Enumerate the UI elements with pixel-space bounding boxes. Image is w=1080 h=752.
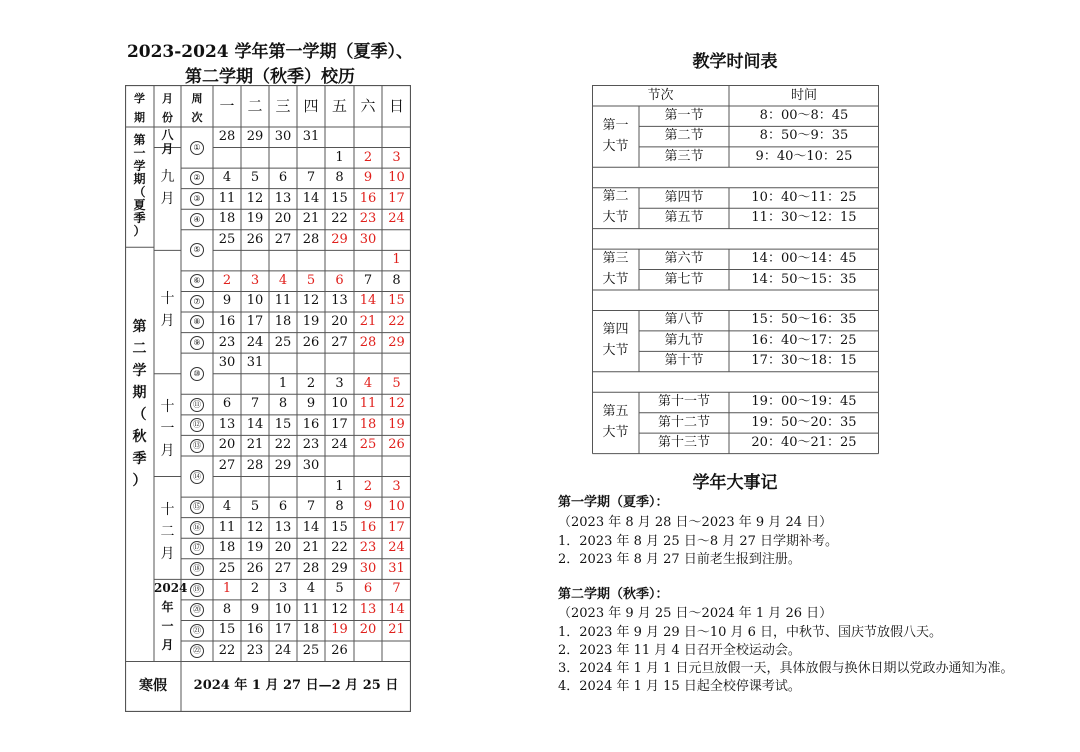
- week-number: ⑲: [190, 583, 204, 597]
- day-cell: 24: [388, 540, 405, 556]
- period-time: 8：50～9：35: [759, 128, 849, 144]
- day-cell: 10: [388, 499, 405, 515]
- day-cell: 20: [274, 211, 292, 227]
- day-cell: 31: [388, 560, 405, 576]
- day-cell: 22: [331, 540, 348, 556]
- block-name: 大节: [602, 343, 629, 359]
- term1-item: 1．2023 年 8 月 25 日～8 月 27 日学期补考。: [558, 534, 839, 549]
- period-name: 第九节: [664, 332, 704, 348]
- day-cell: 19: [302, 314, 320, 330]
- day-cell: 5: [392, 375, 401, 391]
- period-name: 第三节: [664, 148, 704, 164]
- month-label-oct: 月: [160, 313, 175, 330]
- week-number: ⑯: [190, 521, 204, 535]
- period-name: 第七节: [664, 271, 704, 287]
- term1-label: ）: [133, 224, 146, 238]
- week-number: ③: [190, 192, 204, 206]
- day-cell: 25: [274, 334, 292, 350]
- day-cell: 2: [306, 375, 316, 391]
- header-day: 四: [303, 97, 319, 115]
- day-cell: 6: [363, 581, 373, 597]
- day-cell: 29: [246, 129, 264, 144]
- week-number: ㉑: [190, 624, 204, 638]
- calendar-title-line1: 2023-2024 学年第一学期（夏季）、: [126, 42, 414, 62]
- day-cell: 7: [392, 581, 401, 597]
- day-cell: 4: [278, 272, 288, 288]
- day-cell: 2: [222, 272, 232, 288]
- header-term: 学: [134, 92, 145, 105]
- day-cell: 12: [246, 190, 264, 206]
- day-cell: 14: [359, 293, 377, 309]
- day-cell: 2: [363, 478, 373, 494]
- period-name: 第六节: [664, 251, 704, 267]
- day-cell: 1: [222, 581, 232, 597]
- teaching-schedule-table: [592, 85, 879, 459]
- day-cell: 7: [306, 499, 316, 515]
- week-number: ⑱: [190, 562, 204, 576]
- day-cell: 19: [388, 416, 405, 432]
- day-cell: 5: [335, 581, 344, 597]
- day-cell: 21: [246, 437, 264, 453]
- week-number: ⑩: [190, 367, 204, 381]
- day-cell: 6: [222, 396, 232, 412]
- day-cell: 16: [302, 416, 320, 432]
- month-label-dec: 月: [160, 546, 175, 563]
- day-cell: 4: [222, 170, 232, 186]
- day-cell: 16: [359, 519, 377, 535]
- day-cell: 11: [359, 396, 377, 412]
- day-cell: 7: [306, 170, 316, 186]
- day-cell: 25: [218, 560, 236, 576]
- term1-label: 一: [133, 146, 146, 160]
- day-cell: 5: [250, 499, 260, 515]
- day-cell: 10: [388, 170, 405, 186]
- day-cell: 13: [218, 416, 236, 432]
- term2-item: 1．2023 年 9 月 29 日～10 月 6 日，中秋节、国庆节放假八天。: [558, 625, 943, 640]
- month-label-jan: 年: [161, 600, 174, 615]
- day-cell: 10: [274, 601, 292, 617]
- day-cell: 29: [274, 457, 292, 473]
- month-label-nov: 一: [160, 421, 175, 438]
- day-cell: 3: [392, 478, 401, 494]
- day-cell: 22: [388, 314, 405, 330]
- period-time: 10：40～11：25: [751, 189, 857, 205]
- day-cell: 27: [331, 334, 348, 350]
- school-calendar-table: [125, 85, 411, 712]
- schedule-header-session: 节次: [647, 87, 674, 103]
- day-cell: 23: [359, 211, 377, 227]
- month-label-sep: 月: [160, 190, 175, 207]
- term2-label: 学: [132, 363, 147, 380]
- day-cell: 25: [218, 231, 236, 247]
- term1-label: 第: [133, 133, 146, 147]
- day-cell: 17: [246, 314, 264, 330]
- day-cell: 27: [274, 560, 292, 576]
- term1-label: 学: [133, 159, 146, 173]
- day-cell: 20: [331, 314, 348, 330]
- day-cell: 3: [278, 581, 288, 597]
- header-week: 次: [191, 111, 203, 124]
- day-cell: 3: [250, 272, 260, 288]
- day-cell: 11: [218, 519, 236, 535]
- week-number: ⑳: [190, 603, 204, 617]
- week-number: ⑬: [190, 439, 204, 453]
- day-cell: 10: [246, 293, 264, 309]
- period-name: 第十二节: [657, 414, 710, 430]
- period-time: 20：40～21：25: [751, 435, 857, 451]
- day-cell: 28: [218, 129, 236, 144]
- day-cell: 29: [388, 334, 405, 350]
- period-time: 9：40～10：25: [755, 148, 853, 164]
- day-cell: 1: [278, 375, 288, 391]
- day-cell: 14: [246, 416, 264, 432]
- period-name: 第四节: [664, 189, 704, 205]
- header-day: 二: [247, 97, 263, 115]
- day-cell: 19: [246, 211, 264, 227]
- day-cell: 17: [388, 190, 405, 206]
- day-cell: 8: [335, 499, 344, 515]
- day-cell: 31: [302, 129, 320, 144]
- header-month: 月: [162, 92, 173, 105]
- day-cell: 9: [363, 499, 373, 515]
- day-cell: 2: [250, 581, 260, 597]
- week-number: ⑨: [190, 336, 204, 350]
- term2-range: （2023 年 9 月 25 日～2024 年 1 月 26 日）: [558, 606, 833, 621]
- day-cell: 1: [335, 149, 344, 165]
- day-cell: 26: [246, 560, 264, 576]
- week-number: ⑦: [190, 295, 204, 309]
- day-cell: 15: [218, 622, 236, 638]
- week-number: ⑰: [190, 541, 204, 555]
- day-cell: 28: [246, 457, 264, 473]
- day-cell: 5: [250, 170, 260, 186]
- term2-item: 3．2024 年 1 月 1 日元旦放假一天，具体放假与换休日期以党政办通知为准。: [558, 661, 1014, 676]
- day-cell: 22: [331, 211, 348, 227]
- header-day: 六: [360, 97, 376, 115]
- day-cell: 23: [302, 437, 320, 453]
- week-number: ①: [190, 141, 204, 155]
- block-name: 大节: [602, 271, 629, 287]
- block-name: 第五: [602, 403, 629, 419]
- period-time: 17：30～18：15: [751, 353, 857, 369]
- day-cell: 13: [274, 519, 292, 535]
- term2-label: （: [132, 407, 147, 424]
- block-name: 第一: [602, 117, 629, 133]
- day-cell: 24: [274, 643, 292, 658]
- day-cell: 10: [331, 396, 348, 412]
- day-cell: 9: [250, 601, 260, 617]
- day-cell: 16: [218, 314, 236, 330]
- schedule-header-time: 时间: [790, 87, 817, 103]
- day-cell: 14: [302, 190, 320, 206]
- week-number: ⑮: [190, 500, 204, 514]
- day-cell: 30: [274, 129, 292, 144]
- month-label-jan: 一: [161, 619, 174, 634]
- day-cell: 17: [331, 416, 348, 432]
- day-cell: 4: [363, 375, 373, 391]
- day-cell: 9: [363, 170, 373, 186]
- day-cell: 6: [335, 272, 344, 288]
- week-number: ⑧: [190, 315, 204, 329]
- block-name: 大节: [602, 138, 629, 154]
- period-name: 第十三节: [657, 435, 710, 451]
- header-week: 周: [191, 92, 203, 105]
- schedule-title: 教学时间表: [692, 52, 778, 72]
- block-name: 第四: [602, 322, 629, 338]
- period-name: 第十一节: [657, 394, 710, 410]
- day-cell: 12: [331, 601, 348, 617]
- calendar-title-line2: 第二学期（秋季）校历: [185, 67, 355, 87]
- events-section: [558, 494, 1068, 704]
- month-label-nov: 十: [160, 399, 175, 416]
- day-cell: 8: [222, 601, 232, 617]
- day-cell: 16: [359, 190, 377, 206]
- term2-label: 季: [132, 451, 147, 468]
- day-cell: 13: [359, 601, 377, 617]
- day-cell: 14: [302, 519, 320, 535]
- day-cell: 15: [331, 190, 348, 206]
- day-cell: 25: [302, 643, 320, 658]
- term1-label: 期: [133, 172, 146, 186]
- calendar-title: [120, 40, 420, 90]
- day-cell: 1: [335, 478, 344, 494]
- day-cell: 28: [302, 560, 320, 576]
- day-cell: 15: [274, 416, 292, 432]
- day-cell: 15: [388, 293, 405, 309]
- day-cell: 21: [388, 622, 405, 638]
- header-term: 期: [134, 111, 145, 124]
- day-cell: 19: [331, 622, 348, 638]
- period-time: 16：40～17：25: [751, 332, 857, 348]
- week-number: ②: [190, 171, 204, 185]
- header-month: 份: [162, 111, 173, 124]
- events-title: 学年大事记: [692, 473, 778, 493]
- day-cell: 29: [331, 231, 348, 247]
- day-cell: 28: [302, 231, 320, 247]
- day-cell: 30: [302, 457, 320, 473]
- period-time: 19：50～20：35: [751, 414, 857, 430]
- day-cell: 29: [331, 560, 348, 576]
- day-cell: 26: [246, 231, 264, 247]
- day-cell: 5: [306, 272, 316, 288]
- term2-label: 二: [132, 341, 147, 358]
- day-cell: 28: [359, 334, 377, 350]
- block-name: 大节: [602, 424, 629, 440]
- day-cell: 24: [246, 334, 264, 350]
- day-cell: 26: [302, 334, 320, 350]
- day-cell: 6: [278, 170, 288, 186]
- day-cell: 6: [278, 499, 288, 515]
- day-cell: 18: [274, 314, 292, 330]
- term2-label: ）: [132, 473, 147, 490]
- day-cell: 12: [246, 519, 264, 535]
- day-cell: 4: [222, 499, 232, 515]
- week-number: ⑤: [190, 243, 204, 257]
- winter-break-dates: 2024 年 1 月 27 日—2 月 25 日: [193, 677, 399, 693]
- day-cell: 9: [222, 293, 232, 309]
- day-cell: 26: [388, 437, 405, 453]
- week-number: ㉒: [190, 644, 204, 658]
- week-number: ⑥: [190, 274, 204, 288]
- day-cell: 20: [274, 540, 292, 556]
- day-cell: 30: [218, 355, 236, 371]
- period-name: 第五节: [664, 210, 704, 226]
- day-cell: 25: [359, 437, 377, 453]
- term1-heading: 第一学期（夏季）：: [558, 495, 669, 510]
- period-time: 14：00～14：45: [751, 251, 857, 267]
- period-time: 14：50～15：35: [751, 271, 857, 287]
- day-cell: 7: [250, 396, 260, 412]
- day-cell: 11: [218, 190, 236, 206]
- day-cell: 20: [218, 437, 236, 453]
- day-cell: 12: [302, 293, 320, 309]
- day-cell: 22: [274, 437, 292, 453]
- day-cell: 18: [302, 622, 320, 638]
- day-cell: 3: [392, 149, 401, 165]
- day-cell: 17: [274, 622, 292, 638]
- term2-item: 4．2024 年 1 月 15 日起全校停课考试。: [558, 679, 801, 694]
- day-cell: 20: [359, 622, 377, 638]
- month-label-sep: 九: [160, 168, 175, 185]
- day-cell: 8: [335, 170, 344, 186]
- month-label-jan: 2024: [154, 581, 188, 596]
- header-day: 三: [275, 97, 291, 115]
- block-name: 第二: [602, 189, 629, 205]
- week-number: ⑫: [190, 418, 204, 432]
- header-day: 一: [219, 97, 235, 115]
- week-number: ⑪: [190, 398, 204, 412]
- day-cell: 8: [392, 272, 401, 288]
- day-cell: 11: [302, 601, 320, 617]
- day-cell: 4: [306, 581, 316, 597]
- term2-label: 第: [132, 319, 147, 336]
- day-cell: 13: [331, 293, 348, 309]
- day-cell: 15: [331, 519, 348, 535]
- day-cell: 17: [388, 519, 405, 535]
- day-cell: 27: [274, 231, 292, 247]
- term2-label: 秋: [132, 429, 147, 446]
- day-cell: 31: [246, 355, 264, 371]
- period-time: 15：50～16：35: [751, 312, 857, 328]
- day-cell: 2: [363, 149, 373, 165]
- week-number: ④: [190, 213, 204, 227]
- day-cell: 12: [388, 396, 405, 412]
- month-label-oct: 十: [160, 291, 175, 308]
- day-cell: 19: [246, 540, 264, 556]
- term1-range: （2023 年 8 月 28 日～2023 年 9 月 24 日）: [558, 515, 833, 530]
- period-time: 19：00～19：45: [751, 394, 857, 410]
- day-cell: 13: [274, 190, 292, 206]
- day-cell: 9: [306, 396, 316, 412]
- header-day: 五: [331, 97, 347, 115]
- day-cell: 22: [218, 643, 236, 658]
- winter-break-label: 寒假: [139, 677, 167, 694]
- day-cell: 21: [359, 314, 377, 330]
- day-cell: 11: [274, 293, 292, 309]
- month-label-aug: 月: [161, 142, 174, 156]
- month-label-dec: 十: [160, 502, 175, 519]
- day-cell: 23: [359, 540, 377, 556]
- day-cell: 27: [218, 457, 236, 473]
- day-cell: 18: [359, 416, 377, 432]
- block-name: 第三: [602, 250, 629, 266]
- term1-label: 季: [133, 211, 146, 225]
- day-cell: 7: [363, 272, 373, 288]
- term2-heading: 第二学期（秋季）：: [558, 587, 669, 602]
- day-cell: 3: [335, 375, 344, 391]
- period-name: 第一节: [664, 107, 704, 123]
- term2-label: 期: [132, 385, 147, 402]
- term2-item: 2．2023 年 11 月 4 日召开全校运动会。: [558, 643, 801, 658]
- period-time: 11：30～12：15: [751, 210, 857, 226]
- term1-label: 夏: [133, 198, 146, 212]
- day-cell: 23: [246, 643, 264, 658]
- day-cell: 24: [331, 437, 348, 453]
- month-label-dec: 二: [160, 524, 175, 541]
- block-name: 大节: [602, 210, 629, 226]
- day-cell: 21: [302, 540, 320, 556]
- day-cell: 14: [388, 601, 405, 617]
- day-cell: 1: [392, 252, 401, 268]
- day-cell: 18: [218, 540, 236, 556]
- day-cell: 30: [359, 560, 377, 576]
- day-cell: 18: [218, 211, 236, 227]
- month-label-aug: 八: [161, 128, 174, 142]
- month-label-nov: 月: [160, 443, 175, 460]
- day-cell: 16: [246, 622, 264, 638]
- day-cell: 8: [278, 396, 288, 412]
- day-cell: 21: [302, 211, 320, 227]
- period-name: 第八节: [664, 312, 704, 328]
- header-day: 日: [388, 97, 404, 115]
- period-name: 第十节: [664, 353, 704, 369]
- day-cell: 26: [331, 643, 348, 658]
- period-time: 8：00～8：45: [759, 107, 849, 123]
- day-cell: 24: [388, 211, 405, 227]
- day-cell: 23: [218, 334, 236, 350]
- term1-label: （: [133, 185, 146, 199]
- term1-item: 2．2023 年 8 月 27 日前老生报到注册。: [558, 552, 801, 567]
- month-label-jan: 月: [161, 638, 174, 653]
- week-number: ⑭: [190, 470, 204, 484]
- day-cell: 30: [359, 231, 377, 247]
- period-name: 第二节: [664, 128, 704, 144]
